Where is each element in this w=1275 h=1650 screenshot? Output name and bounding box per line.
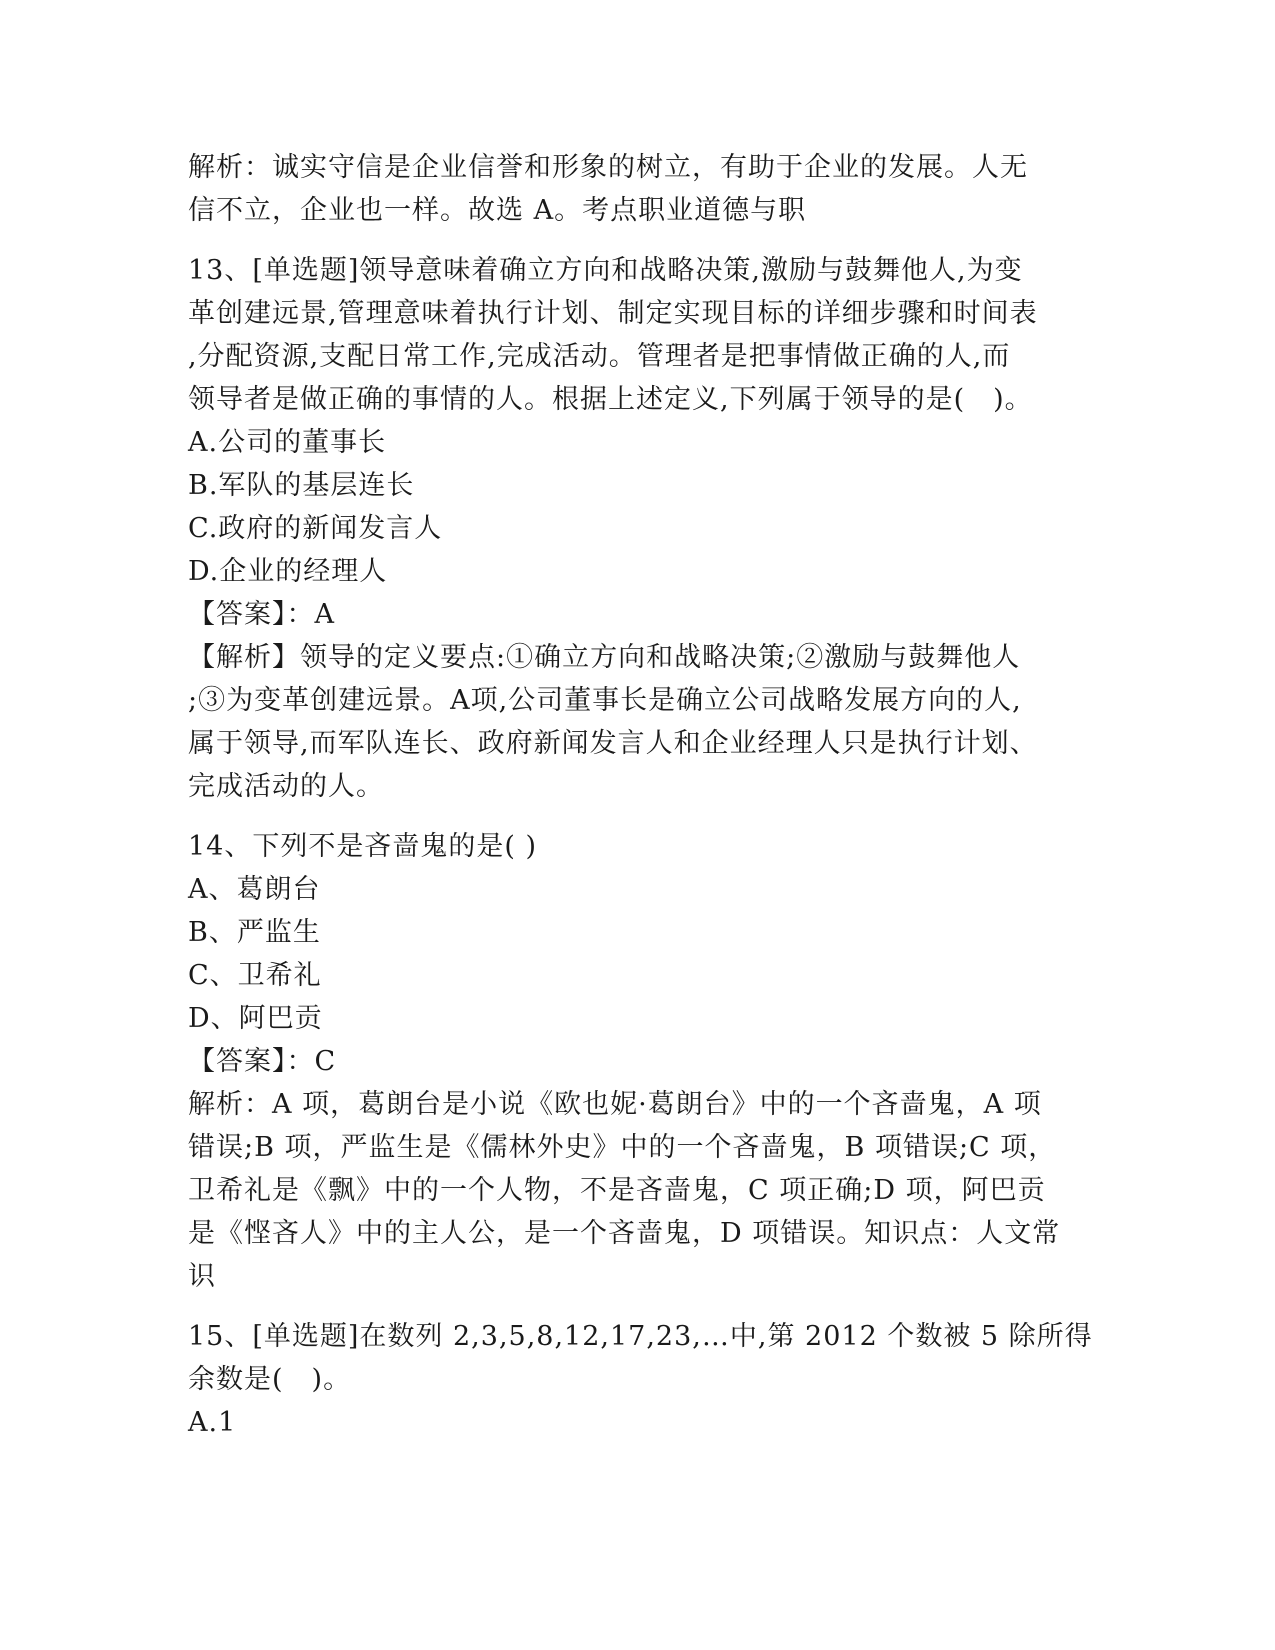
text-line: 解析：诚实守信是企业信誉和形象的树立，有助于企业的发展。人无 [188,152,1028,183]
document-page [188,146,1093,1444]
question-stem: 革创建远景,管理意味着执行计划、制定实现目标的详细步骤和时间表 [188,298,1038,329]
question-stem: 13、[单选题]领导意味着确立方向和战略决策,激励与鼓舞他人,为变 [188,255,1023,286]
explanation: 完成活动的人。 [188,771,384,802]
option-c: C、卫希礼 [188,960,322,991]
option-b: B、严监生 [188,917,321,948]
question-stem: ,分配资源,支配日常工作,完成活动。管理者是把事情做正确的人,而 [188,341,1011,372]
question-stem: 15、[单选题]在数列 2,3,5,8,12,17,23,…中,第 2012 个数被 5 除所得 [188,1321,1093,1352]
question-12-explanation [188,146,1088,232]
explanation: ;③为变革创建远景。A项,公司董事长是确立公司战略发展方向的人, [188,685,1022,716]
question-13 [188,249,1088,808]
question-stem: 领导者是做正确的事情的人。根据上述定义,下列属于领导的是( )。 [188,384,1033,415]
option-a: A.公司的董事长 [188,427,387,458]
explanation: 解析：A 项，葛朗台是小说《欧也妮·葛朗台》中的一个吝啬鬼，A 项 [188,1089,1042,1120]
question-stem: 余数是( )。 [188,1364,352,1395]
question-stem: 14、下列不是吝啬鬼的是( ) [188,831,538,862]
option-d: D、阿巴贡 [188,1003,323,1034]
explanation: 错误;B 项，严监生是《儒林外史》中的一个吝啬鬼，B 项错误;C 项， [188,1132,1057,1163]
question-15 [188,1315,1093,1444]
explanation: 【解析】领导的定义要点:①确立方向和战略决策;②激励与鼓舞他人 [188,642,1021,673]
explanation: 属于领导,而军队连长、政府新闻发言人和企业经理人只是执行计划、 [188,728,1038,759]
explanation: 是《悭吝人》中的主人公，是一个吝啬鬼，D 项错误。知识点：人文常 [188,1218,1061,1249]
question-14 [188,825,1088,1298]
answer: 【答案】：C [188,1046,337,1077]
option-d: D.企业的经理人 [188,556,388,587]
option-a: A.1 [188,1407,237,1438]
answer: 【答案】：A [188,599,335,630]
option-c: C.政府的新闻发言人 [188,513,443,544]
option-a: A、葛朗台 [188,874,321,905]
option-b: B.军队的基层连长 [188,470,415,501]
explanation: 卫希礼是《飘》中的一个人物，不是吝啬鬼，C 项正确;D 项，阿巴贡 [188,1175,1046,1206]
text-line: 信不立，企业也一样。故选 A。考点职业道德与职 [188,195,807,226]
explanation: 识 [188,1261,216,1292]
